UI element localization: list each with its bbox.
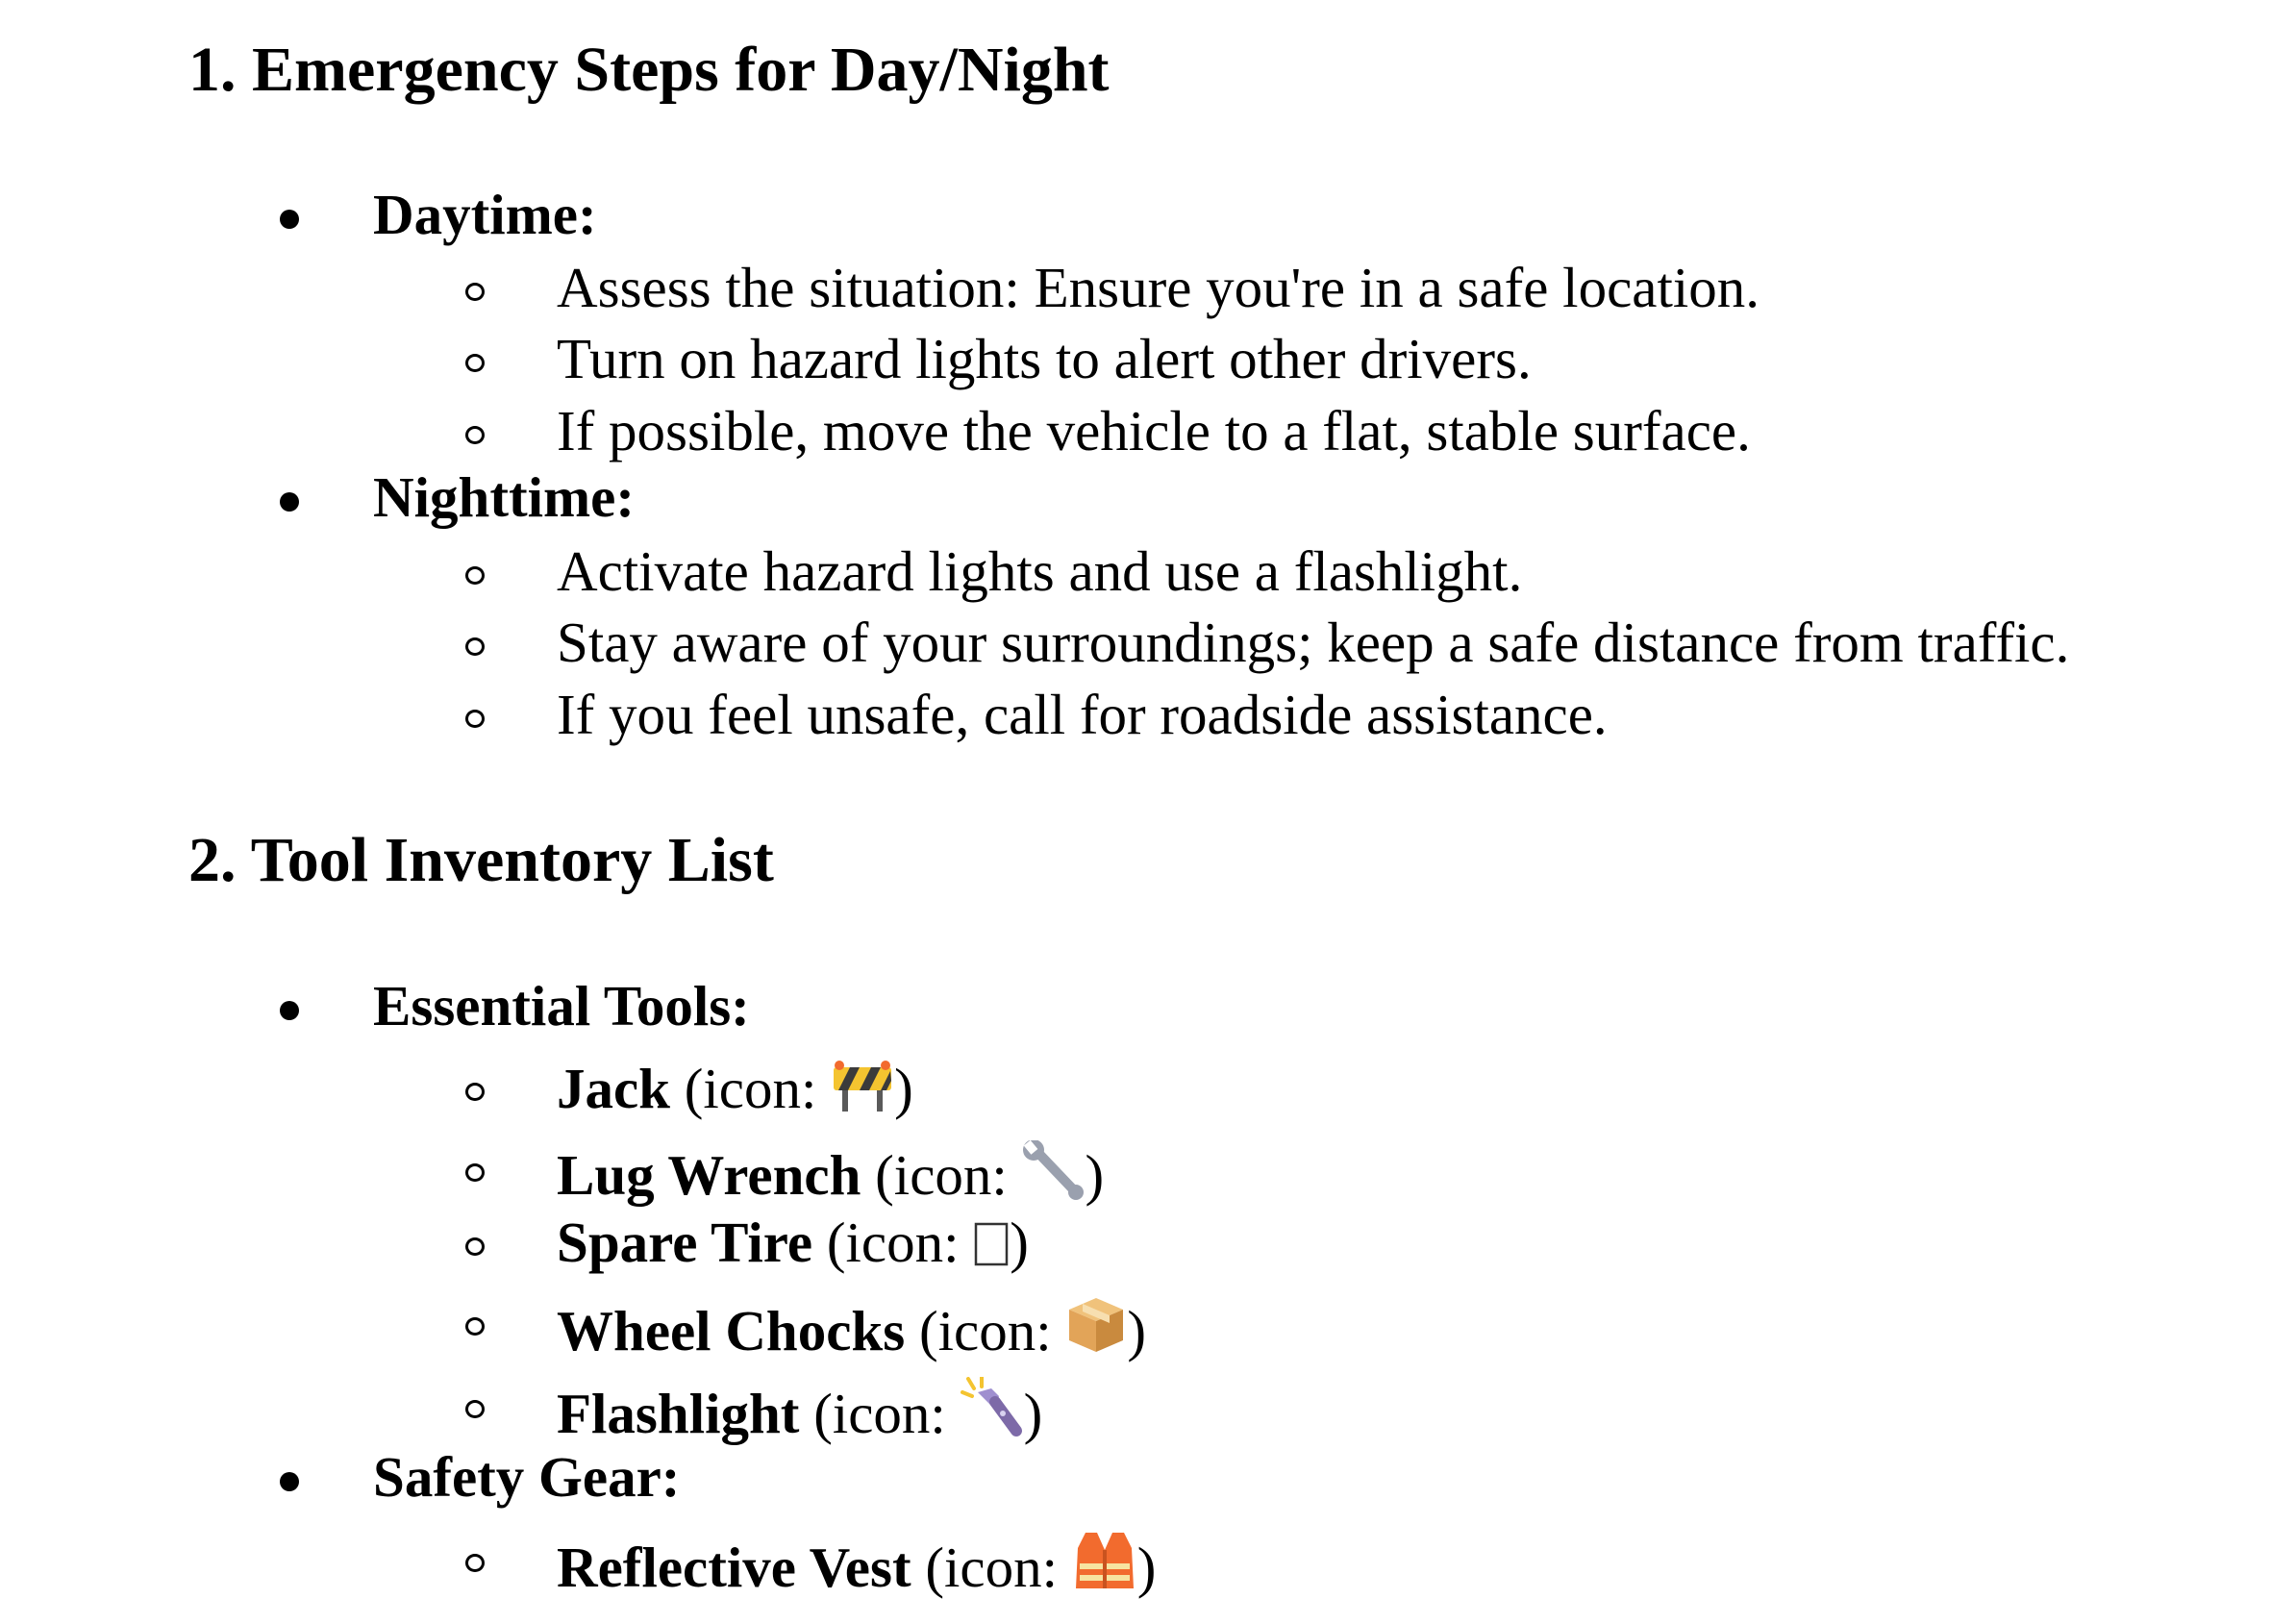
bullet-essential-tools bbox=[280, 1001, 299, 1020]
tool-item-reflective-vest: Reflective Vest (icon: ) bbox=[557, 1531, 1156, 1596]
group-label-safety-gear: Safety Gear: bbox=[373, 1445, 681, 1509]
sub-bullet bbox=[465, 566, 485, 585]
group-label-nighttime: Nighttime: bbox=[373, 465, 635, 529]
sub-bullet bbox=[465, 1083, 485, 1101]
tool-name: Spare Tire bbox=[557, 1211, 813, 1274]
tool-name: Flashlight bbox=[557, 1382, 800, 1445]
tool-item-lug-wrench: Lug Wrench (icon: ) bbox=[557, 1140, 1104, 1204]
sub-bullet bbox=[465, 710, 485, 728]
sub-bullet bbox=[465, 1400, 485, 1418]
list-item-move-vehicle: If possible, move the vehicle to a flat, stable surface. bbox=[557, 399, 1751, 462]
section-heading-tool-inventory: 2. Tool Inventory List bbox=[188, 825, 774, 895]
list-item-assess-situation: Assess the situation: Ensure you're in a safe location. bbox=[557, 256, 1759, 319]
sub-bullet bbox=[465, 354, 485, 372]
list-item-flashlight-hazard: Activate hazard lights and use a flashlight. bbox=[557, 539, 1523, 603]
tool-item-spare-tire: Spare Tire (icon: ) bbox=[557, 1211, 1029, 1274]
tool-name: Jack bbox=[557, 1057, 670, 1120]
tool-item-jack: Jack (icon: ) bbox=[557, 1057, 913, 1120]
sub-bullet bbox=[465, 637, 485, 656]
tool-name: Wheel Chocks bbox=[557, 1299, 906, 1362]
list-item-stay-aware: Stay aware of your surroundings; keep a safe distance from traffic. bbox=[557, 611, 2070, 674]
bullet-safety-gear bbox=[280, 1472, 299, 1491]
group-label-essential-tools: Essential Tools: bbox=[373, 974, 750, 1037]
tool-item-flashlight: Flashlight (icon: ) bbox=[557, 1377, 1042, 1442]
sub-bullet bbox=[465, 1317, 485, 1336]
list-item-hazard-lights: Turn on hazard lights to alert other drivers. bbox=[557, 327, 1532, 390]
flashlight-icon bbox=[961, 1377, 1024, 1438]
list-item-call-assistance: If you feel unsafe, call for roadside assistance. bbox=[557, 683, 1608, 746]
construction-barrier-icon bbox=[831, 1060, 894, 1113]
tool-item-wheel-chocks: Wheel Chocks (icon: ) bbox=[557, 1294, 1146, 1360]
wrench-icon bbox=[1022, 1140, 1086, 1200]
sub-bullet bbox=[465, 1237, 485, 1256]
bullet-daytime bbox=[280, 210, 299, 229]
sub-bullet bbox=[465, 283, 485, 301]
safety-vest-icon bbox=[1072, 1531, 1137, 1592]
section-heading-emergency-steps: 1. Emergency Steps for Day/Night bbox=[188, 35, 1110, 105]
group-label-daytime: Daytime: bbox=[373, 183, 597, 246]
package-box-icon bbox=[1065, 1294, 1127, 1356]
sub-bullet bbox=[465, 1554, 485, 1572]
missing-glyph-box-icon bbox=[973, 1221, 1010, 1267]
sub-bullet bbox=[465, 1163, 485, 1182]
bullet-nighttime bbox=[280, 492, 299, 512]
tool-name: Lug Wrench bbox=[557, 1143, 861, 1207]
sub-bullet bbox=[465, 426, 485, 444]
tool-name: Reflective Vest bbox=[557, 1536, 911, 1599]
